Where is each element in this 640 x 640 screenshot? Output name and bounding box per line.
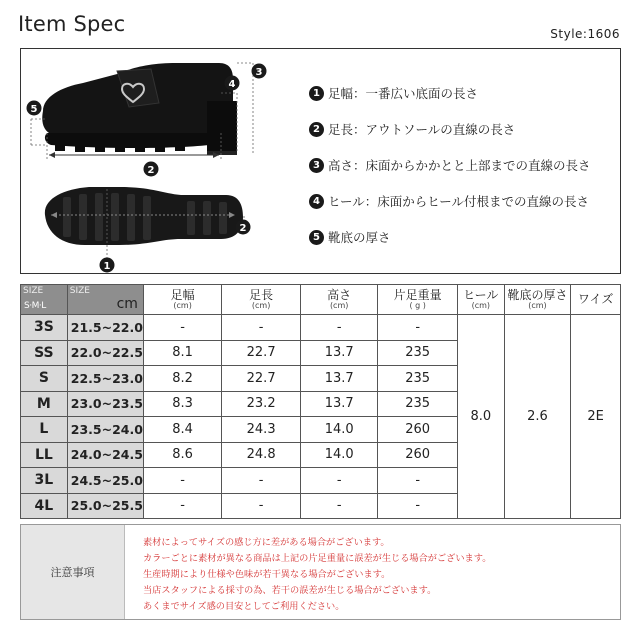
weight-cell: 235 <box>378 391 457 417</box>
range-cell: 23.0~23.5 <box>67 391 143 417</box>
spec-panel <box>20 48 621 274</box>
col-header-width: 足幅 (cm) <box>143 285 221 315</box>
shoe-diagram <box>21 49 286 273</box>
measurement-definitions <box>309 75 639 255</box>
number-marker: 5 <box>309 230 324 245</box>
page-title: Item Spec <box>18 12 126 36</box>
definition-item <box>309 183 639 219</box>
weight-cell: 260 <box>378 417 457 443</box>
weight-cell: 260 <box>378 442 457 468</box>
sole-cell: 2.6 <box>504 315 571 519</box>
range-header: SIZE cm <box>67 285 143 315</box>
definition-item <box>309 219 639 255</box>
table-header-row <box>21 285 621 315</box>
width-cell: 8.2 <box>143 366 221 392</box>
height-cell: 13.7 <box>300 391 378 417</box>
height-cell: 13.7 <box>300 340 378 366</box>
width-cell: 8.4 <box>143 417 221 443</box>
shoe-illustration-icon <box>21 49 286 273</box>
size-cell: SS <box>21 340 68 366</box>
svg-text:2: 2 <box>239 223 247 234</box>
col-header-heel: ヒール (cm) <box>457 285 504 315</box>
size-cell: LL <box>21 442 68 468</box>
weight-cell: - <box>378 468 457 494</box>
col-header-length: 足長 (cm) <box>222 285 301 315</box>
size-cell: 3S <box>21 315 68 341</box>
table-row <box>21 315 621 341</box>
definition-text: 高さ：床面からかかとと上部までの直線の長さ <box>328 158 591 173</box>
height-cell: 14.0 <box>300 417 378 443</box>
width-cell: - <box>143 468 221 494</box>
svg-text:5: 5 <box>30 104 38 115</box>
heel-cell: 8.0 <box>457 315 504 519</box>
height-cell: - <box>300 315 378 341</box>
range-cell: 24.0~24.5 <box>67 442 143 468</box>
svg-text:2: 2 <box>147 165 155 176</box>
note-line: 素材によってサイズの感じ方に差がある場合がございます。 <box>143 537 390 548</box>
number-marker: 3 <box>309 158 324 173</box>
svg-text:1: 1 <box>103 261 111 272</box>
size-header: SIZE S·M·L <box>21 285 68 315</box>
length-cell: - <box>222 468 301 494</box>
weight-cell: 235 <box>378 340 457 366</box>
range-cell: 22.5~23.0 <box>67 366 143 392</box>
note-line: 生産時期により仕様や色味が若干異なる場合がございます。 <box>143 569 391 580</box>
range-cell: 23.5~24.0 <box>67 417 143 443</box>
weight-cell: 235 <box>378 366 457 392</box>
style-code: Style:1606 <box>550 27 620 41</box>
range-cell: 24.5~25.0 <box>67 468 143 494</box>
length-cell: 22.7 <box>222 366 301 392</box>
width-cell: - <box>143 493 221 519</box>
note-line: カラーごとに素材が異なる商品は上記の片足重量に誤差が生じる場合がございます。 <box>143 553 492 564</box>
length-cell: 23.2 <box>222 391 301 417</box>
range-cell: 21.5~22.0 <box>67 315 143 341</box>
width-cell: 8.3 <box>143 391 221 417</box>
range-cell: 25.0~25.5 <box>67 493 143 519</box>
definition-text: 足長：アウトソールの直線の長さ <box>328 122 516 137</box>
length-cell: - <box>222 315 301 341</box>
width-cell: - <box>143 315 221 341</box>
definition-item <box>309 147 639 183</box>
size-table <box>20 284 621 519</box>
weight-cell: - <box>378 315 457 341</box>
size-cell: M <box>21 391 68 417</box>
definition-item <box>309 75 639 111</box>
notes-panel <box>20 524 621 620</box>
definition-text: 足幅：一番広い底面の長さ <box>328 86 479 101</box>
length-cell: 22.7 <box>222 340 301 366</box>
col-header-wise: ワイズ <box>571 285 621 315</box>
definition-text: ヒール：床面からヒール付根までの直線の長さ <box>328 194 590 209</box>
height-cell: - <box>300 468 378 494</box>
length-cell: - <box>222 493 301 519</box>
length-cell: 24.3 <box>222 417 301 443</box>
wise-cell: 2E <box>571 315 621 519</box>
size-cell: 3L <box>21 468 68 494</box>
height-cell: 14.0 <box>300 442 378 468</box>
notes-label: 注意事項 <box>21 525 125 619</box>
number-marker: 2 <box>309 122 324 137</box>
note-line: あくまでサイズ感の目安としてご利用ください。 <box>143 601 345 612</box>
width-cell: 8.6 <box>143 442 221 468</box>
width-cell: 8.1 <box>143 340 221 366</box>
definition-item <box>309 111 639 147</box>
svg-text:4: 4 <box>228 79 236 90</box>
weight-cell: - <box>378 493 457 519</box>
number-marker: 4 <box>309 194 324 209</box>
col-header-sole: 靴底の厚さ (cm) <box>504 285 571 315</box>
col-header-height: 高さ (cm) <box>300 285 378 315</box>
size-cell: S <box>21 366 68 392</box>
height-cell: - <box>300 493 378 519</box>
number-marker: 1 <box>309 86 324 101</box>
size-cell: 4L <box>21 493 68 519</box>
range-cell: 22.0~22.5 <box>67 340 143 366</box>
notes-body <box>125 525 620 619</box>
height-cell: 13.7 <box>300 366 378 392</box>
definition-text: 靴底の厚さ <box>328 230 391 245</box>
length-cell: 24.8 <box>222 442 301 468</box>
size-cell: L <box>21 417 68 443</box>
note-line: 当店スタッフによる採寸の為、若干の誤差が生じる場合がございます。 <box>143 585 437 596</box>
col-header-weight: 片足重量 ( g ) <box>378 285 457 315</box>
svg-text:3: 3 <box>255 67 263 78</box>
